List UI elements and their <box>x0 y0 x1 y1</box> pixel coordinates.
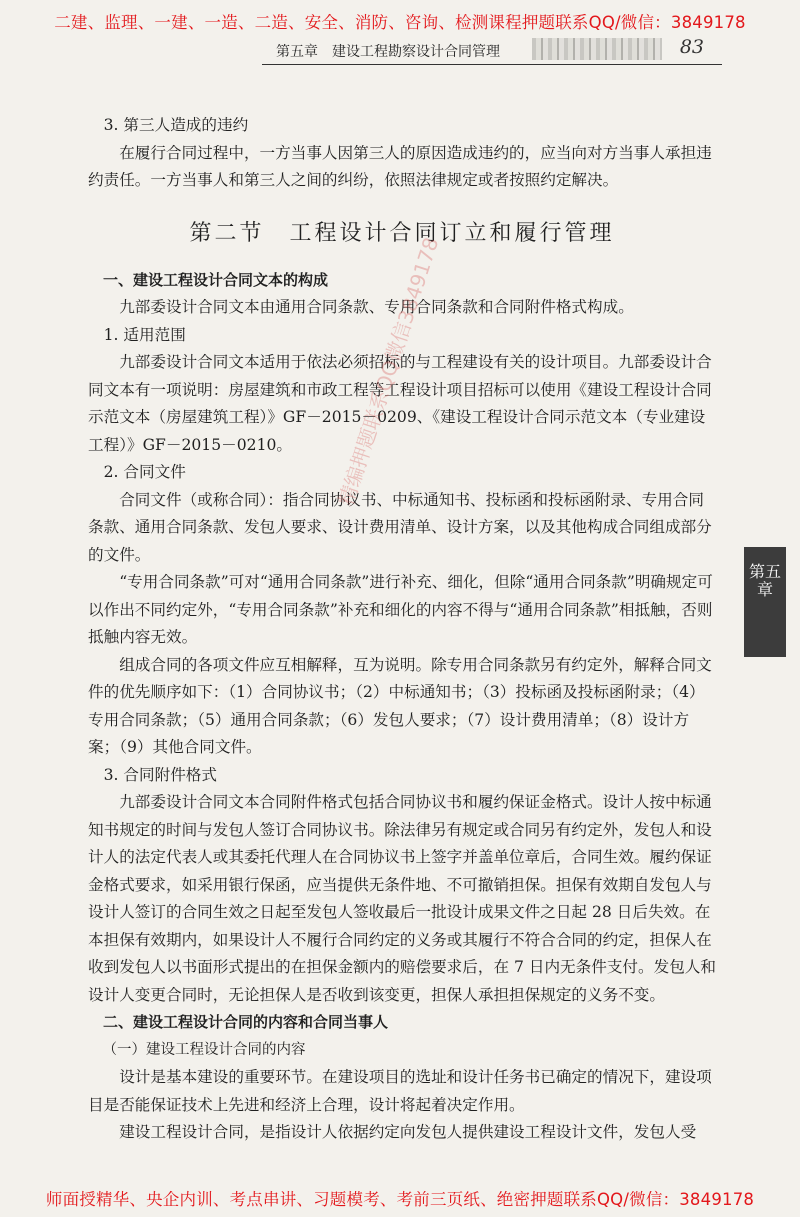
paragraph: 组成合同的各项文件应互相解释，互为说明。除专用合同条款另有约定外，解释合同文件的优先顺序如下：（1）合同协议书；（2）中标通知书；（3）投标函及投标函附录；（4）专用合同条款；（5）通用合同条款；（6）发包人要求；（7）设计费用清单；（8）设计方案；（9）其他合同文件。 <box>88 655 712 756</box>
subheading: 3. 第三人造成的违约 <box>103 116 249 134</box>
paragraph: 设计是基本建设的重要环节。在建设项目的选址和设计任务书已确定的情况下，建设项目是否能保证技术上先进和经济上合理，设计将起着决定作用。 <box>88 1068 712 1114</box>
page-number: 83 <box>679 36 704 58</box>
heading-level-2: 二、建设工程设计合同的内容和合同当事人 <box>103 1013 389 1031</box>
header-decoration <box>532 38 662 60</box>
heading-level-2: 一、建设工程设计合同文本的构成 <box>103 270 329 289</box>
header-rule <box>262 64 722 65</box>
paragraph: 在履行合同过程中，一方当事人因第三人的原因造成违约的，应当向对方当事人承担违约责任。一方当事人和第三人之间的纠纷，依照法律规定或者按照约定解决。 <box>88 143 712 189</box>
diagonal-watermark: 精编押题联系QQ微信3849178 <box>333 234 444 509</box>
heading-level-3: （一）建设工程设计合同的内容 <box>102 1041 306 1058</box>
paragraph: 建设工程设计合同，是指设计人依据约定向发包人提供建设工程设计文件，发包人受 <box>119 1123 697 1141</box>
promo-banner-top: 二建、监理、一建、一造、二造、安全、消防、咨询、检测课程押题联系QQ/微信：3849178 <box>54 13 746 32</box>
section-title: 第二节 工程设计合同订立和履行管理 <box>189 220 615 246</box>
subheading: 2. 合同文件 <box>103 463 186 481</box>
paragraph: 九部委设计合同文本由通用合同条款、专用合同条款和合同附件格式构成。 <box>119 298 634 316</box>
chapter-side-tab <box>744 547 786 657</box>
page-header <box>262 38 722 68</box>
subheading: 1. 适用范围 <box>103 325 186 344</box>
paragraph: “专用合同条款”可对“通用合同条款”进行补充、细化，但除“通用合同条款”明确规定可以作出不同约定外，“专用合同条款”补充和细化的内容不得与“通用合同条款”相抵触，否则抵触内容无效。 <box>88 573 713 646</box>
paragraph: 合同文件（或称合同）：指合同协议书、中标通知书、投标函和投标函附录、专用合同条款、通用合同条款、发包人要求、设计费用清单、设计方案，以及其他构成合同组成部分的文件。 <box>88 490 712 564</box>
page-body <box>88 112 716 1147</box>
paragraph: 九部委设计合同文本适用于依法必须招标的与工程建设有关的设计项目。九部委设计合同文本有一项说明：房屋建筑和市政工程等工程设计项目招标可以使用《建设工程设计合同示范文本（房屋建筑工程）》GF－2015－0209、《建设工程设计合同示范文本（专业建设工程）》GF－2015－0210。 <box>88 353 712 454</box>
subheading: 3. 合同附件格式 <box>103 765 217 784</box>
paragraph: 九部委设计合同文本合同附件格式包括合同协议书和履约保证金格式。设计人按中标通知书规定的时间与发包人签订合同协议书。除法律另有规定或合同另有约定外，发包人和设计人的法定代表人或其委托代理人在合同协议书上签字并盖单位章后，合同生效。履约保证金格式要求，如采用银行保函，应当提供无条件地、不可撤销担保。担保有效期自发包人与设计人签订的合同生效之日起至发包人签收最后一批设计成果文件之日起 28 日后失效。在本担保有效期内，如果设计人不履行合同约定的义务或其履行不符合合同的约定，担保人在收到发包人以书面形式提出的在担保金额内的赔偿要求后，在 7 日内无条件支付。发包人和设计人变更合同时，无论担保人是否收到该变更，担保人承担担保规定的义务不变。 <box>88 793 716 1004</box>
chapter-title: 第五章 建设工程勘察设计合同管理 <box>276 44 500 60</box>
promo-banner-bottom: 师面授精华、央企内训、考点串讲、习题模考、考前三页纸、绝密押题联系QQ/微信：3849178 <box>45 1190 755 1209</box>
side-tab-line2: 章 <box>756 580 773 599</box>
side-tab-line1: 第五 <box>748 562 781 581</box>
